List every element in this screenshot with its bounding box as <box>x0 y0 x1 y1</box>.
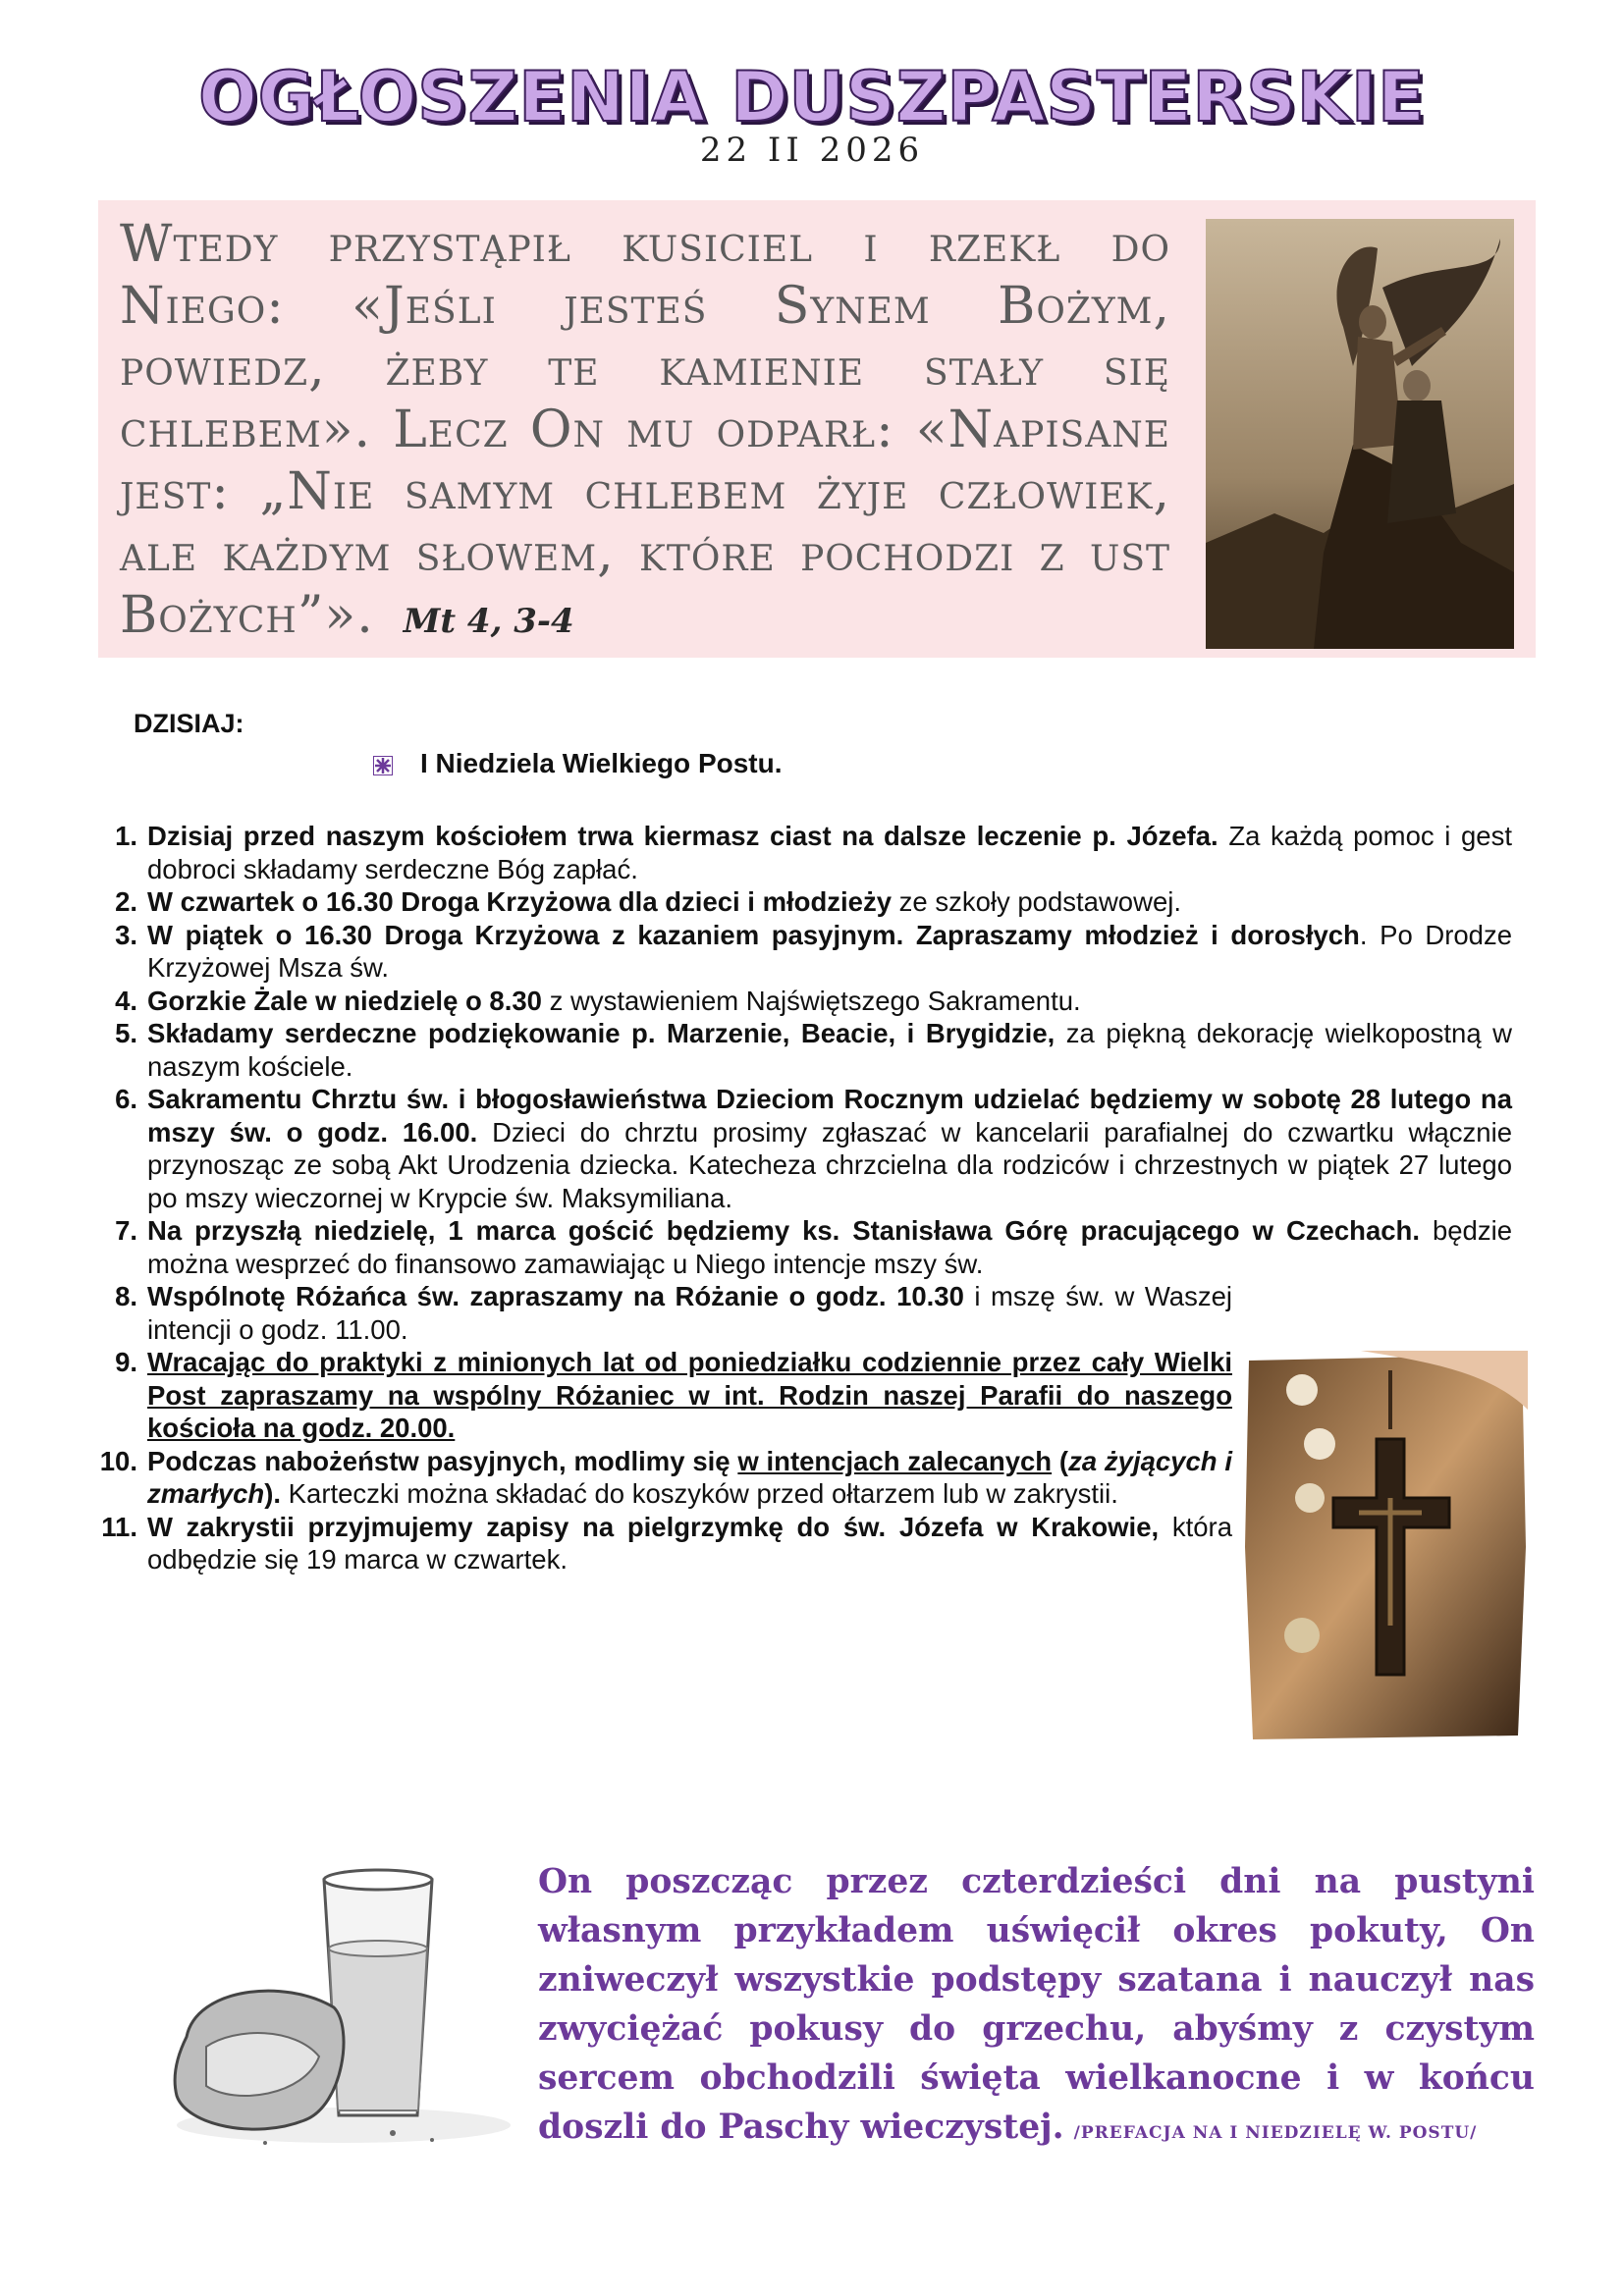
announcement-number: 7. <box>115 1215 137 1246</box>
announcement-10 <box>98 1445 1232 1511</box>
gospel-quote-text: Wtedy przystąpił kusiciel i rzekł do Niego: «Jeśli jesteś Synem Bożym, powiedz, żeby te kamienie stały się chlebem». Lecz On mu odparł: «Napisane jest: „Nie samym chlebem żyje człowiek, ale każdym słowem, które pochodzi z ust Bożych”». <box>120 215 1170 645</box>
announcement-6 <box>98 1083 1512 1214</box>
gospel-quote <box>120 214 1170 653</box>
announcement-number: 1. <box>115 821 137 851</box>
announcement-bold: W zakrystii przyjmujemy zapisy na pielgrzymkę do św. Józefa w Krakowie, <box>147 1511 1160 1542</box>
announcement-bold: ). <box>264 1478 282 1509</box>
rosary-crucifix-photo-icon <box>1243 1351 1528 1743</box>
today-item-text: I Niedziela Wielkiego Postu. <box>420 748 783 778</box>
announcement-number: 6. <box>115 1084 137 1114</box>
preface-text: On poszcząc przez czterdzieści dni na pustyni własnym przykładem uświęcił okres pokuty, On zniweczył wszystkie podstępy szatana i nauczył nas zwyciężać pokusy do grzechu, abyśmy z czystym sercem obchodzili święta wielkanocne i w końcu doszli do Paschy wieczystej. <box>538 1862 1535 2147</box>
announcement-text: Za każdą pomoc i gest dobroci składamy serdeczne Bóg zapłać. <box>147 821 1512 884</box>
announcement-bold: W piątek o 16.30 Droga Krzyżowa z kazaniem pasyjnym. Zapraszamy młodzież i dorosłych <box>147 919 1360 950</box>
announcement-italic: za żyjących i zmarłych <box>147 1445 1232 1509</box>
preface-quote <box>538 1857 1535 2158</box>
announcement-bold: Wracając do praktyki z minionych lat od poniedziałku codziennie przez cały Wielki Post zapraszamy na wspólny Różaniec w int. Rodzin naszej Parafii do naszego kościoła na godz. 20.00. <box>147 1347 1232 1443</box>
announcement-bold: Podczas nabożeństw pasyjnych, modlimy się <box>147 1445 738 1476</box>
page-title: OGŁOSZENIA DUSZPASTERSKIE <box>198 57 1426 137</box>
announcement-bold: Na przyszłą niedzielę, 1 marca gościć będziemy ks. Stanisława Górę pracującego w Czechach. <box>147 1215 1420 1246</box>
announcement-text: Karteczki można składać do koszyków przed ołtarzem lub w zakrystii. <box>281 1478 1118 1509</box>
announcement-number: 9. <box>115 1347 137 1377</box>
announcement-number: 2. <box>115 886 137 917</box>
announcement-bold: Gorzkie Żale w niedzielę o 8.30 <box>147 985 542 1016</box>
announcement-text: z wystawieniem Najświętszego Sakramentu. <box>541 985 1081 1016</box>
announcement-1 <box>98 820 1512 885</box>
announcement-11 <box>98 1511 1232 1576</box>
temptation-of-christ-painting-icon <box>1206 219 1514 649</box>
date: 22 II 2026 <box>699 131 925 170</box>
bread-and-water-sketch-icon <box>147 1860 520 2155</box>
announcement-text: będzie można wesprzeć do finansowo zamawiając u Niego intencje mszy św. <box>147 1215 1512 1279</box>
announcement-number: 3. <box>115 919 137 950</box>
announcement-text: ze szkoły podstawowej. <box>892 886 1182 917</box>
announcement-text: za piękną dekorację wielkopostną w naszym kościele. <box>147 1018 1512 1082</box>
announcement-bold: Wspólnotę Różańca św. zapraszamy na Różanie o godz. 10.30 <box>147 1281 964 1311</box>
announcement-bold: W czwartek o 16.30 Droga Krzyżowa dla dzieci i młodzieży <box>147 886 893 917</box>
announcement-9 <box>98 1346 1232 1445</box>
announcement-bold: Sakramentu Chrztu św. i błogosławieństwa Dzieciom Rocznym udzielać będziemy w sobotę 28 lutego na mszy św. o godz. 16.00. <box>147 1084 1512 1148</box>
announcement-4 <box>98 985 1512 1018</box>
announcement-5 <box>98 1017 1512 1083</box>
announcement-number: 11. <box>101 1511 137 1542</box>
announcement-number: 8. <box>115 1281 137 1311</box>
announcement-number: 4. <box>115 985 137 1016</box>
announcement-3 <box>98 919 1512 985</box>
announcement-text: która odbędzie się 19 marca w czwartek. <box>147 1511 1232 1575</box>
announcement-text: i mszę św. w Waszej intencji o godz. 11.00. <box>147 1281 1232 1345</box>
gospel-reference: Mt 4, 3-4 <box>403 602 574 641</box>
announcement-number: 5. <box>115 1018 137 1048</box>
announcement-7 <box>98 1214 1512 1280</box>
announcement-8 <box>98 1280 1232 1346</box>
announcement-text: Dzieci do chrztu prosimy zgłaszać w kancelarii parafialnej do czwartku włącznie przynosząc ze sobą Akt Urodzenia dziecka. Katecheza chrzcielna dla rodziców i chrzestnych w piątek 27 lutego po mszy wieczornej w Krypcie św. Maksymiliana. <box>147 1116 1512 1213</box>
announcement-bold: ( <box>1052 1445 1069 1476</box>
announcement-bold: Składamy serdeczne podziękowanie p. Marzenie, Beacie, i Brygidzie, <box>147 1018 1056 1048</box>
announcement-number: 10. <box>99 1445 137 1476</box>
today-item <box>373 748 783 779</box>
announcement-underline: w intencjach zalecanych <box>737 1445 1053 1476</box>
announcement-2 <box>98 885 1512 919</box>
announcement-text: . Po Drodze Krzyżowej Msza św. <box>147 919 1513 983</box>
announcement-bold: Dzisiaj przed naszym kościołem trwa kiermasz ciast na dalsze leczenie p. Józefa. <box>147 821 1218 851</box>
gospel-quote-box <box>98 200 1536 658</box>
preface-source: /PREFACJA NA I NIEDZIELĘ W. POSTU/ <box>1073 2123 1478 2143</box>
today-label: DZISIAJ: <box>134 709 244 738</box>
